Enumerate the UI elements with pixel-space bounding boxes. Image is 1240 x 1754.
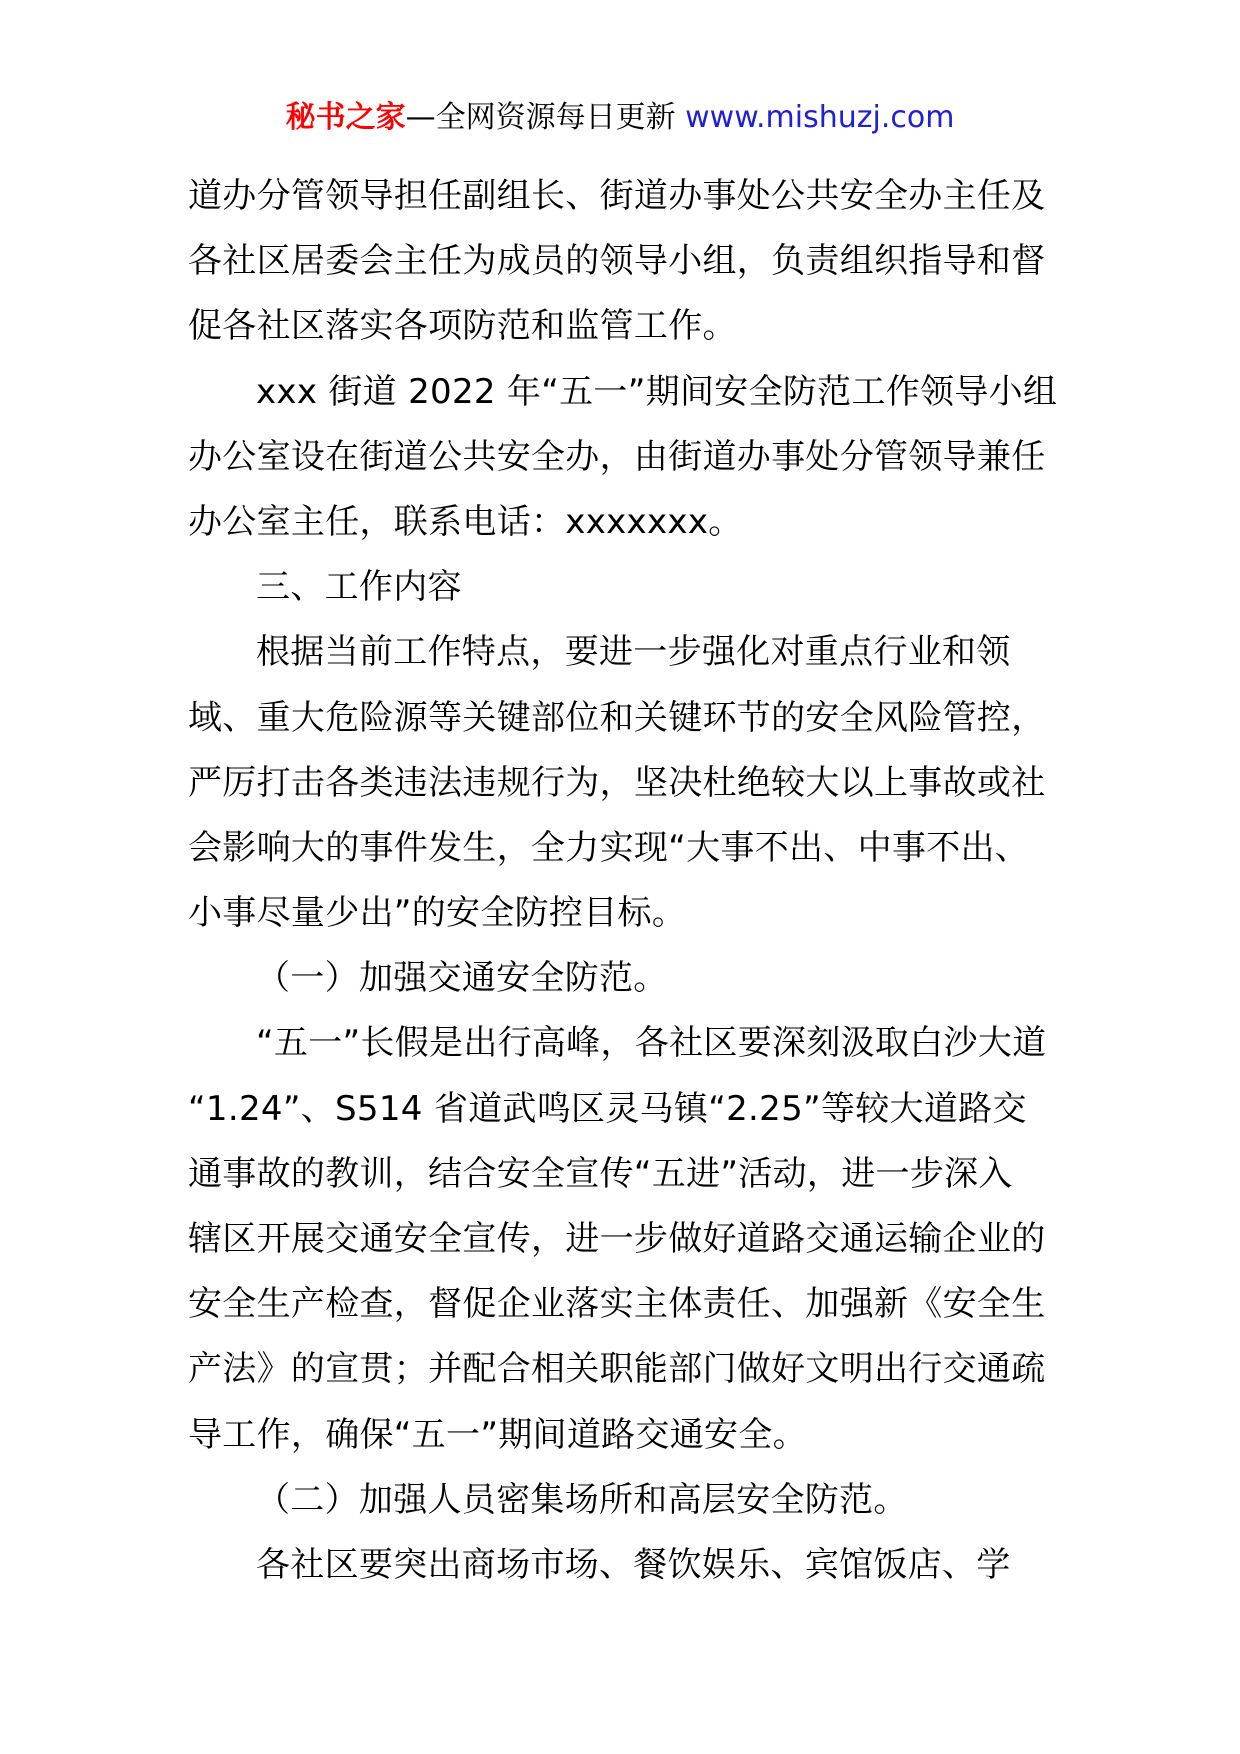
document-line: （一）加强交通安全防范。: [256, 958, 668, 999]
document-line: 导工作，确保“五一”期间道路交通安全。: [188, 1414, 807, 1455]
document-line: 道办分管领导担任副组长、街道办事处公共安全办主任及: [188, 176, 1046, 216]
document-line: 办公室设在街道公共安全办，由街道办事处分管领导兼任: [188, 436, 1046, 477]
document-line: 小事尽量少出”的安全防控目标。: [188, 893, 687, 934]
document-line: 根据当前工作特点，要进一步强化对重点行业和领: [256, 632, 1011, 673]
document-line: 通事故的教训，结合安全宣传“五进”活动，进一步深入: [188, 1153, 1013, 1194]
document-line: 各社区要突出商场市场、餐饮娱乐、宾馆饭店、学: [256, 1544, 1011, 1585]
site-url-link[interactable]: www.mishuzj.com: [685, 100, 955, 135]
document-line: 三、工作内容: [256, 567, 462, 608]
document-line: 产法》的宣贯；并配合相关职能部门做好文明出行交通疏: [188, 1349, 1046, 1390]
document-line: 辖区开展交通安全宣传，进一步做好道路交通运输企业的: [188, 1219, 1046, 1259]
document-line: “1.24”、S514 省道武鸣区灵马镇“2.25”等较大道路交: [188, 1088, 1027, 1129]
document-line: 会影响大的事件发生，全力实现“大事不出、中事不出、: [188, 827, 1030, 868]
document-line: “五一”长假是出行高峰，各社区要深刻汲取白沙大道: [256, 1023, 1047, 1064]
document-line: 安全生产检查，督促企业落实主体责任、加强新《安全生: [188, 1284, 1046, 1325]
site-brand: 秘书之家: [285, 100, 406, 135]
document-line: 促各社区落实各项防范和监管工作。: [188, 306, 737, 347]
document-line: 严厉打击各类违法违规行为，坚决杜绝较大以上事故或社: [188, 762, 1046, 803]
document-line: 办公室主任，联系电话：xxxxxxx。: [188, 501, 743, 542]
document-line: 域、重大危险源等关键部位和关键环节的安全风险管控，: [188, 697, 1046, 738]
site-header: [0, 98, 1240, 138]
document-line: xxx 街道 2022 年“五一”期间安全防范工作领导小组: [256, 371, 1058, 412]
document-body: [188, 164, 1058, 1598]
document-line: （二）加强人员密集场所和高层安全防范。: [256, 1479, 908, 1520]
document-line: 各社区居委会主任为成员的领导小组，负责组织指导和督: [188, 241, 1046, 282]
site-slogan: —全网资源每日更新: [405, 100, 686, 135]
